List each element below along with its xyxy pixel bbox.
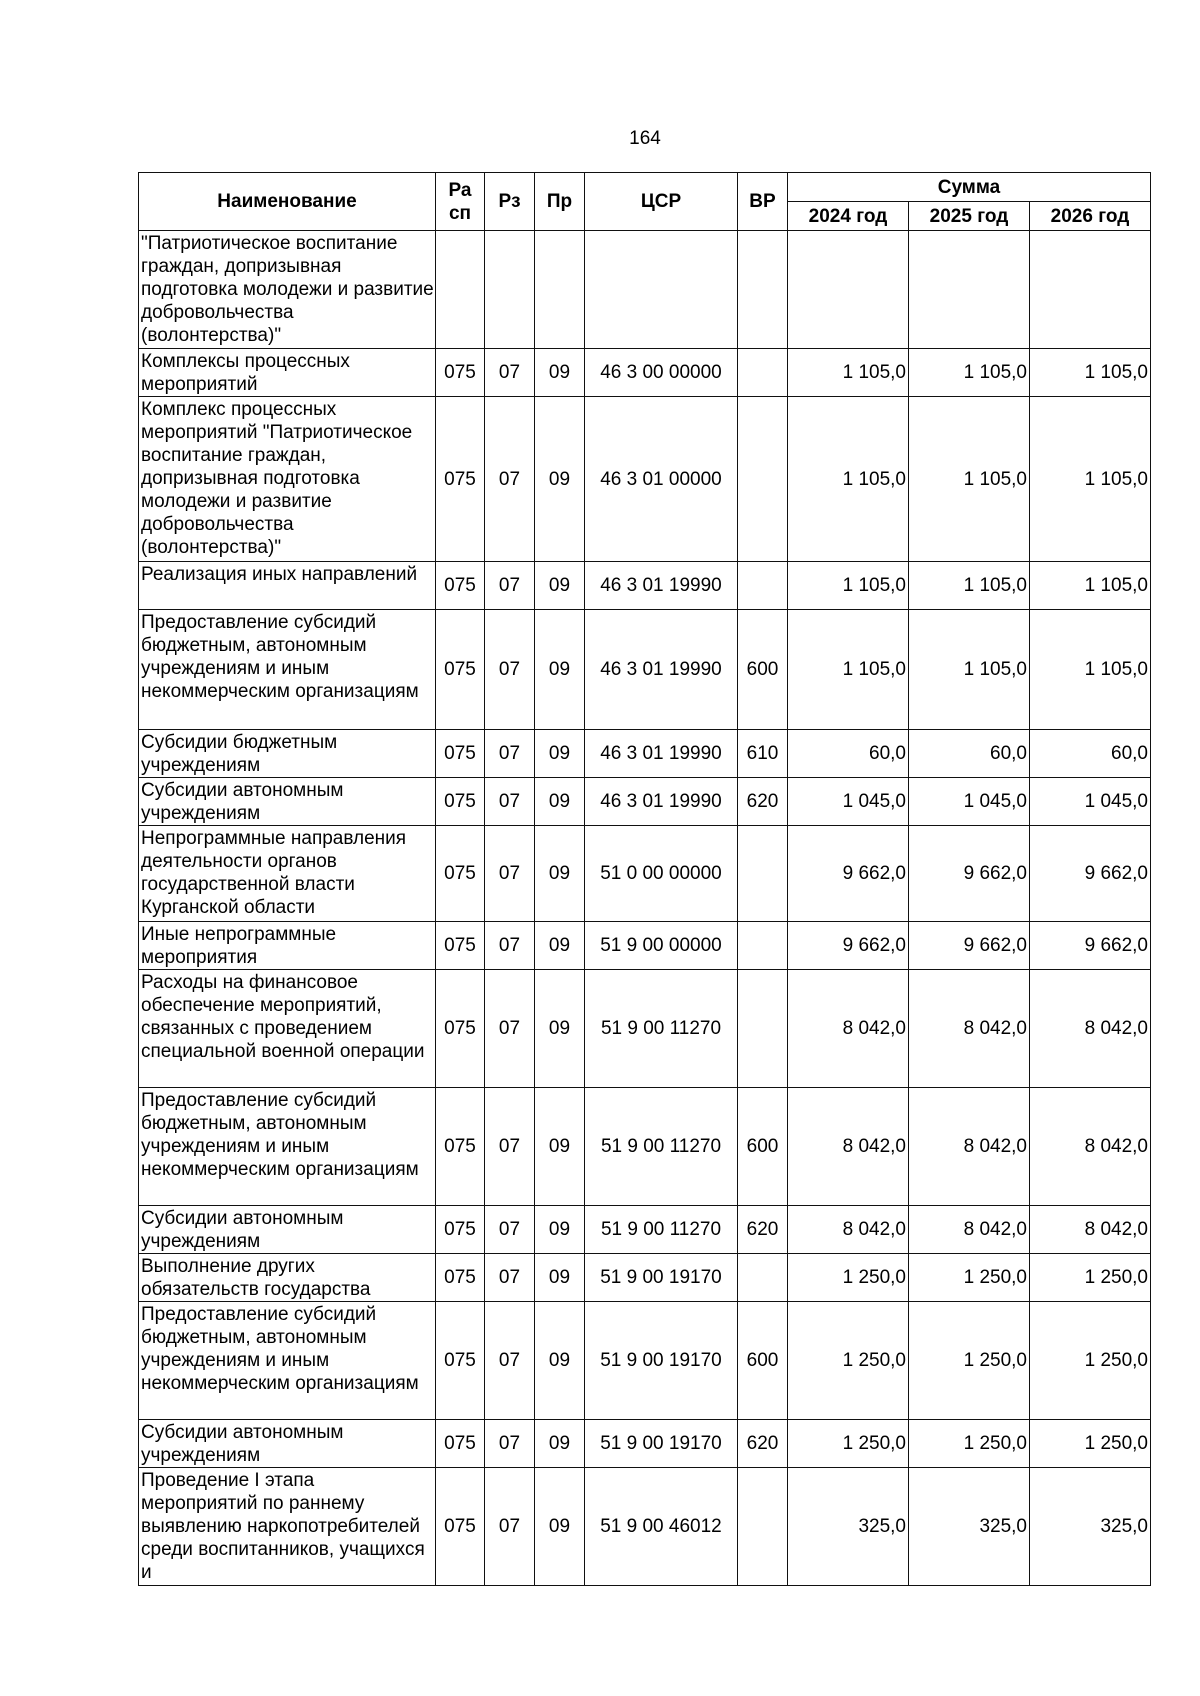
table-row bbox=[139, 1254, 1151, 1302]
cell-y2026: 60,0 bbox=[1030, 730, 1151, 778]
cell-pr: 09 bbox=[535, 397, 585, 562]
header-pr: Пр bbox=[535, 173, 585, 231]
cell-y2026: 325,0 bbox=[1030, 1468, 1151, 1586]
cell-csr: 51 9 00 19170 bbox=[585, 1254, 738, 1302]
cell-rasp: 075 bbox=[436, 349, 485, 397]
cell-y2026: 1 045,0 bbox=[1030, 778, 1151, 826]
cell-y2025: 1 105,0 bbox=[909, 610, 1030, 730]
cell-csr: 51 0 00 00000 bbox=[585, 826, 738, 922]
cell-y2026 bbox=[1030, 231, 1151, 349]
cell-name: Иные непрограммные мероприятия bbox=[139, 922, 436, 970]
cell-y2024: 1 105,0 bbox=[788, 562, 909, 610]
cell-y2024: 8 042,0 bbox=[788, 970, 909, 1088]
header-rasp bbox=[436, 173, 485, 231]
cell-y2026: 1 250,0 bbox=[1030, 1254, 1151, 1302]
cell-y2025: 8 042,0 bbox=[909, 970, 1030, 1088]
cell-pr: 09 bbox=[535, 349, 585, 397]
cell-csr: 51 9 00 46012 bbox=[585, 1468, 738, 1586]
cell-y2026: 1 250,0 bbox=[1030, 1420, 1151, 1468]
cell-y2026: 1 105,0 bbox=[1030, 397, 1151, 562]
cell-rasp bbox=[436, 231, 485, 349]
budget-table bbox=[138, 172, 1151, 1586]
cell-vr bbox=[738, 1254, 788, 1302]
cell-y2026: 1 105,0 bbox=[1030, 562, 1151, 610]
cell-rz: 07 bbox=[485, 1468, 535, 1586]
cell-vr: 620 bbox=[738, 778, 788, 826]
cell-rz: 07 bbox=[485, 1206, 535, 1254]
cell-y2024: 60,0 bbox=[788, 730, 909, 778]
cell-y2024: 1 105,0 bbox=[788, 397, 909, 562]
cell-pr: 09 bbox=[535, 1088, 585, 1206]
cell-vr: 600 bbox=[738, 1302, 788, 1420]
cell-pr: 09 bbox=[535, 1420, 585, 1468]
cell-csr: 46 3 01 19990 bbox=[585, 562, 738, 610]
cell-csr: 51 9 00 11270 bbox=[585, 970, 738, 1088]
cell-rz: 07 bbox=[485, 397, 535, 562]
cell-name: Предоставление субсидий бюджетным, автономным учреждениям и иным некоммерческим организациям bbox=[139, 1302, 436, 1420]
cell-y2025: 325,0 bbox=[909, 1468, 1030, 1586]
cell-y2024: 1 250,0 bbox=[788, 1420, 909, 1468]
cell-rasp: 075 bbox=[436, 1302, 485, 1420]
cell-pr: 09 bbox=[535, 1468, 585, 1586]
cell-rasp: 075 bbox=[436, 1468, 485, 1586]
cell-y2024: 1 250,0 bbox=[788, 1254, 909, 1302]
cell-y2024: 8 042,0 bbox=[788, 1206, 909, 1254]
table-row bbox=[139, 922, 1151, 970]
cell-y2025: 9 662,0 bbox=[909, 826, 1030, 922]
cell-name: Субсидии бюджетным учреждениям bbox=[139, 730, 436, 778]
cell-rasp: 075 bbox=[436, 1420, 485, 1468]
cell-rz: 07 bbox=[485, 1088, 535, 1206]
cell-pr: 09 bbox=[535, 778, 585, 826]
cell-y2025: 1 250,0 bbox=[909, 1254, 1030, 1302]
cell-y2025: 9 662,0 bbox=[909, 922, 1030, 970]
cell-rasp: 075 bbox=[436, 778, 485, 826]
cell-y2025: 1 105,0 bbox=[909, 562, 1030, 610]
cell-y2025: 1 250,0 bbox=[909, 1302, 1030, 1420]
header-2024: 2024 год bbox=[788, 202, 909, 231]
cell-y2025: 1 105,0 bbox=[909, 397, 1030, 562]
cell-csr: 51 9 00 19170 bbox=[585, 1302, 738, 1420]
cell-csr: 46 3 01 19990 bbox=[585, 778, 738, 826]
cell-vr: 620 bbox=[738, 1206, 788, 1254]
cell-y2024: 1 105,0 bbox=[788, 349, 909, 397]
cell-pr: 09 bbox=[535, 730, 585, 778]
cell-csr: 51 9 00 00000 bbox=[585, 922, 738, 970]
cell-rasp: 075 bbox=[436, 562, 485, 610]
table-row bbox=[139, 562, 1151, 610]
cell-vr bbox=[738, 397, 788, 562]
cell-rasp: 075 bbox=[436, 730, 485, 778]
cell-pr: 09 bbox=[535, 1206, 585, 1254]
cell-y2025: 1 105,0 bbox=[909, 349, 1030, 397]
cell-rz: 07 bbox=[485, 826, 535, 922]
cell-rz: 07 bbox=[485, 922, 535, 970]
cell-vr: 600 bbox=[738, 1088, 788, 1206]
table-row bbox=[139, 231, 1151, 349]
cell-name: Проведение I этапа мероприятий по раннему выявлению наркопотребителей среди воспитанников, учащихся и bbox=[139, 1468, 436, 1586]
cell-name: Субсидии автономным учреждениям bbox=[139, 778, 436, 826]
cell-y2024: 1 045,0 bbox=[788, 778, 909, 826]
header-name: Наименование bbox=[139, 173, 436, 231]
cell-vr bbox=[738, 231, 788, 349]
cell-vr bbox=[738, 922, 788, 970]
table-row bbox=[139, 610, 1151, 730]
cell-y2025: 1 250,0 bbox=[909, 1420, 1030, 1468]
cell-rz: 07 bbox=[485, 730, 535, 778]
cell-y2024: 8 042,0 bbox=[788, 1088, 909, 1206]
cell-rz: 07 bbox=[485, 1302, 535, 1420]
cell-csr: 46 3 01 19990 bbox=[585, 730, 738, 778]
table-row bbox=[139, 397, 1151, 562]
table-row bbox=[139, 1468, 1151, 1586]
cell-y2025: 8 042,0 bbox=[909, 1206, 1030, 1254]
cell-csr: 51 9 00 11270 bbox=[585, 1088, 738, 1206]
cell-name: Расходы на финансовое обеспечение мероприятий, связанных с проведением специальной военной операции bbox=[139, 970, 436, 1088]
table-row bbox=[139, 730, 1151, 778]
cell-csr: 46 3 00 00000 bbox=[585, 349, 738, 397]
cell-name: Предоставление субсидий бюджетным, автономным учреждениям и иным некоммерческим организациям bbox=[139, 1088, 436, 1206]
cell-y2026: 8 042,0 bbox=[1030, 1206, 1151, 1254]
table-row bbox=[139, 1088, 1151, 1206]
cell-csr: 46 3 01 19990 bbox=[585, 610, 738, 730]
cell-rasp: 075 bbox=[436, 970, 485, 1088]
cell-name: Предоставление субсидий бюджетным, автономным учреждениям и иным некоммерческим организациям bbox=[139, 610, 436, 730]
cell-rz bbox=[485, 231, 535, 349]
cell-name: Непрограммные направления деятельности органов государственной власти Курганской области bbox=[139, 826, 436, 922]
cell-rasp: 075 bbox=[436, 826, 485, 922]
cell-csr: 51 9 00 19170 bbox=[585, 1420, 738, 1468]
cell-pr: 09 bbox=[535, 610, 585, 730]
cell-rasp: 075 bbox=[436, 397, 485, 562]
cell-rz: 07 bbox=[485, 1254, 535, 1302]
table-row bbox=[139, 1206, 1151, 1254]
table-row bbox=[139, 349, 1151, 397]
cell-rz: 07 bbox=[485, 349, 535, 397]
cell-pr: 09 bbox=[535, 562, 585, 610]
cell-vr: 620 bbox=[738, 1420, 788, 1468]
header-sum: Сумма bbox=[788, 173, 1151, 202]
cell-name: "Патриотическое воспитание граждан, допризывная подготовка молодежи и развитие добровольчества (волонтерства)" bbox=[139, 231, 436, 349]
cell-y2024: 325,0 bbox=[788, 1468, 909, 1586]
cell-vr bbox=[738, 1468, 788, 1586]
cell-vr: 600 bbox=[738, 610, 788, 730]
header-csr: ЦСР bbox=[585, 173, 738, 231]
cell-y2024 bbox=[788, 231, 909, 349]
cell-rz: 07 bbox=[485, 1420, 535, 1468]
cell-pr bbox=[535, 231, 585, 349]
cell-name: Реализация иных направлений bbox=[139, 562, 436, 610]
table-row bbox=[139, 1420, 1151, 1468]
table-row bbox=[139, 826, 1151, 922]
cell-name: Субсидии автономным учреждениям bbox=[139, 1206, 436, 1254]
page-number: 164 bbox=[629, 128, 661, 149]
cell-y2026: 1 105,0 bbox=[1030, 349, 1151, 397]
cell-y2025: 60,0 bbox=[909, 730, 1030, 778]
cell-name: Субсидии автономным учреждениям bbox=[139, 1420, 436, 1468]
cell-rz: 07 bbox=[485, 778, 535, 826]
cell-y2025 bbox=[909, 231, 1030, 349]
cell-pr: 09 bbox=[535, 1302, 585, 1420]
cell-csr: 46 3 01 00000 bbox=[585, 397, 738, 562]
cell-pr: 09 bbox=[535, 826, 585, 922]
cell-y2026: 1 250,0 bbox=[1030, 1302, 1151, 1420]
cell-pr: 09 bbox=[535, 922, 585, 970]
cell-vr bbox=[738, 826, 788, 922]
cell-rz: 07 bbox=[485, 562, 535, 610]
cell-name: Выполнение других обязательств государства bbox=[139, 1254, 436, 1302]
cell-y2025: 1 045,0 bbox=[909, 778, 1030, 826]
cell-rasp: 075 bbox=[436, 1088, 485, 1206]
header-2026: 2026 год bbox=[1030, 202, 1151, 231]
cell-name: Комплекс процессных мероприятий "Патриотическое воспитание граждан, допризывная подготовка молодежи и развитие добровольчества (волонтерства)" bbox=[139, 397, 436, 562]
cell-y2026: 1 105,0 bbox=[1030, 610, 1151, 730]
cell-y2025: 8 042,0 bbox=[909, 1088, 1030, 1206]
cell-csr bbox=[585, 231, 738, 349]
table-row bbox=[139, 970, 1151, 1088]
cell-vr: 610 bbox=[738, 730, 788, 778]
cell-name: Комплексы процессных мероприятий bbox=[139, 349, 436, 397]
cell-y2026: 9 662,0 bbox=[1030, 922, 1151, 970]
cell-vr bbox=[738, 349, 788, 397]
cell-csr: 51 9 00 11270 bbox=[585, 1206, 738, 1254]
cell-rz: 07 bbox=[485, 610, 535, 730]
cell-rasp: 075 bbox=[436, 1206, 485, 1254]
cell-y2024: 1 250,0 bbox=[788, 1302, 909, 1420]
cell-y2026: 8 042,0 bbox=[1030, 1088, 1151, 1206]
cell-y2024: 1 105,0 bbox=[788, 610, 909, 730]
cell-pr: 09 bbox=[535, 970, 585, 1088]
cell-vr bbox=[738, 562, 788, 610]
header-2025: 2025 год bbox=[909, 202, 1030, 231]
cell-pr: 09 bbox=[535, 1254, 585, 1302]
header-rasp-label: Ра сп bbox=[448, 179, 472, 224]
table-row bbox=[139, 1302, 1151, 1420]
table-body bbox=[139, 231, 1151, 1586]
header-vr: ВР bbox=[738, 173, 788, 231]
cell-y2026: 9 662,0 bbox=[1030, 826, 1151, 922]
cell-y2024: 9 662,0 bbox=[788, 922, 909, 970]
cell-vr bbox=[738, 970, 788, 1088]
header-rz: Рз bbox=[485, 173, 535, 231]
cell-y2026: 8 042,0 bbox=[1030, 970, 1151, 1088]
cell-rz: 07 bbox=[485, 970, 535, 1088]
table-row bbox=[139, 778, 1151, 826]
cell-y2024: 9 662,0 bbox=[788, 826, 909, 922]
cell-rasp: 075 bbox=[436, 610, 485, 730]
cell-rasp: 075 bbox=[436, 1254, 485, 1302]
cell-rasp: 075 bbox=[436, 922, 485, 970]
